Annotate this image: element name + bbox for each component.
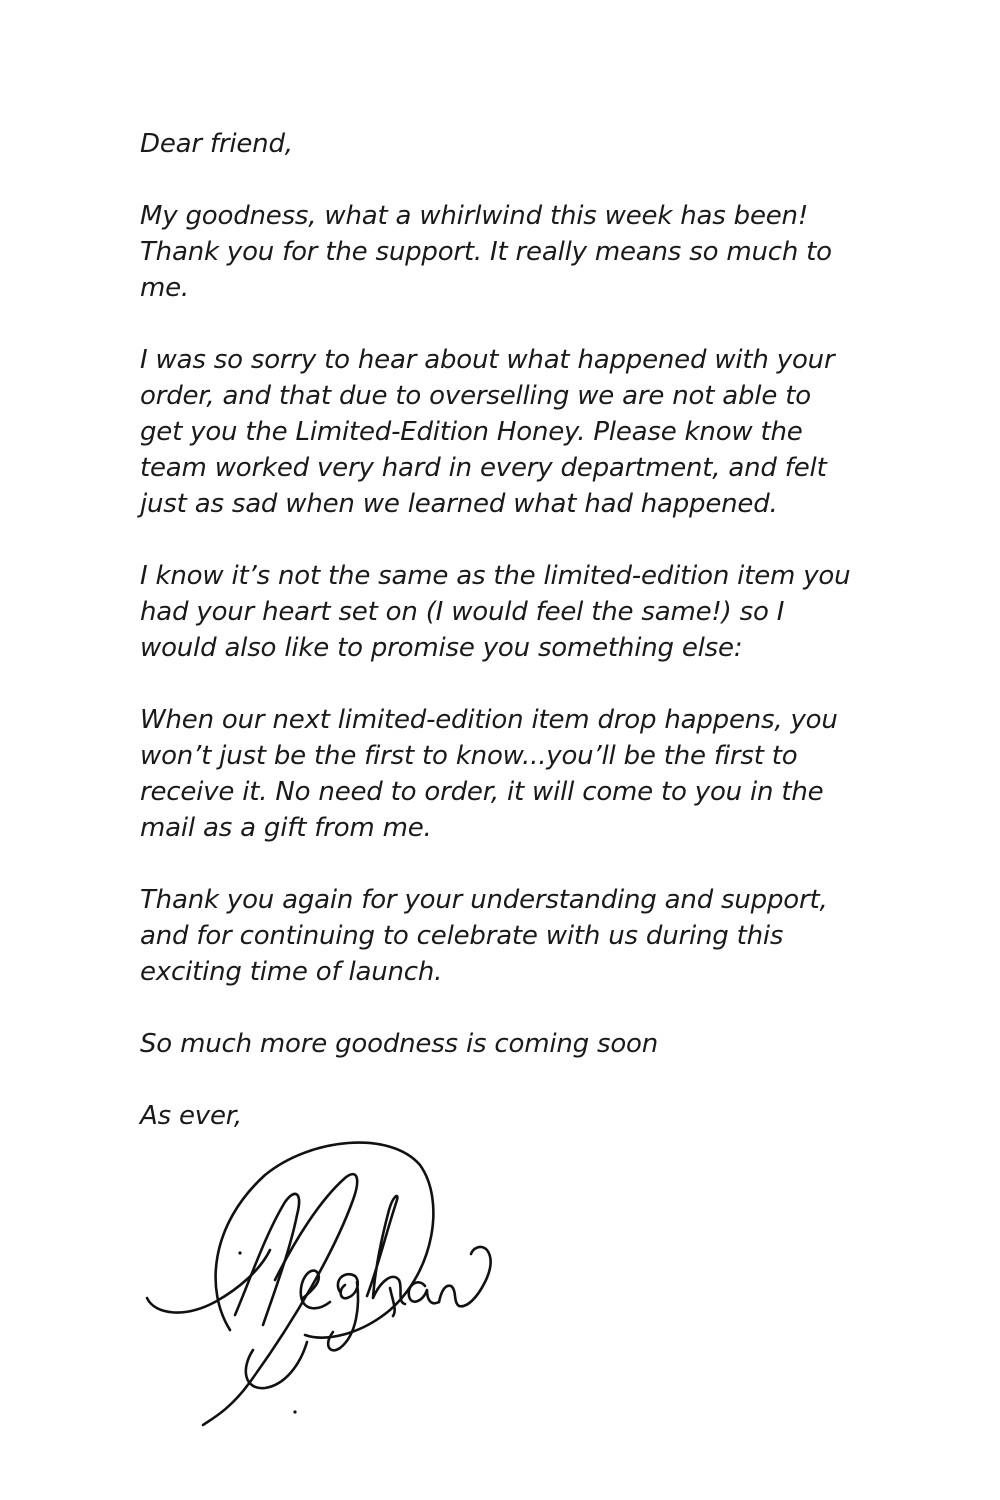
paragraph-2-line-1: I was so sorry to hear about what happened with your: [140, 345, 835, 375]
paragraph-5-line-2: and for continuing to celebrate with us during this: [140, 921, 784, 951]
paragraph-3: [140, 558, 880, 666]
paragraph-2-line-4: team worked very hard in every department, and felt: [140, 453, 827, 483]
paragraph-3-line-2: had your heart set on (I would feel the same!) so I: [140, 597, 785, 627]
paragraph-4-line-3: receive it. No need to order, it will come to you in the: [140, 777, 824, 807]
paragraph-2-line-3: get you the Limited-Edition Honey. Please know the: [140, 417, 803, 447]
paragraph-4-line-4: mail as a gift from me.: [140, 813, 432, 843]
paragraph-5-line-3: exciting time of launch.: [140, 957, 443, 987]
salutation-text: Dear friend,: [140, 129, 293, 159]
signature-image: [135, 1120, 515, 1430]
closing-text: As ever,: [140, 1101, 242, 1131]
paragraph-4-line-2: won’t just be the first to know...you’ll be the first to: [140, 741, 798, 771]
paragraph-4-line-1: When our next limited-edition item drop happens, you: [140, 705, 838, 735]
paragraph-6-line-1: So much more goodness is coming soon: [140, 1029, 659, 1059]
paragraph-4: [140, 702, 880, 846]
salutation: [140, 126, 880, 162]
letter-body: [140, 126, 880, 1170]
paragraph-2-line-2: order, and that due to overselling we are not able to: [140, 381, 811, 411]
paragraph-2-line-5: just as sad when we learned what had happened.: [140, 489, 778, 519]
paragraph-1-line-2: Thank you for the support. It really means so much to: [140, 237, 832, 267]
paragraph-3-line-1: I know it’s not the same as the limited-edition item you: [140, 561, 851, 591]
paragraph-1: [140, 198, 880, 306]
paragraph-6: [140, 1026, 880, 1062]
paragraph-2: [140, 342, 880, 522]
paragraph-5: [140, 882, 880, 990]
paragraph-1-line-3: me.: [140, 273, 189, 303]
paragraph-3-line-3: would also like to promise you something else:: [140, 633, 743, 663]
paragraph-1-line-1: My goodness, what a whirlwind this week has been!: [140, 201, 809, 231]
paragraph-5-line-1: Thank you again for your understanding and support,: [140, 885, 828, 915]
